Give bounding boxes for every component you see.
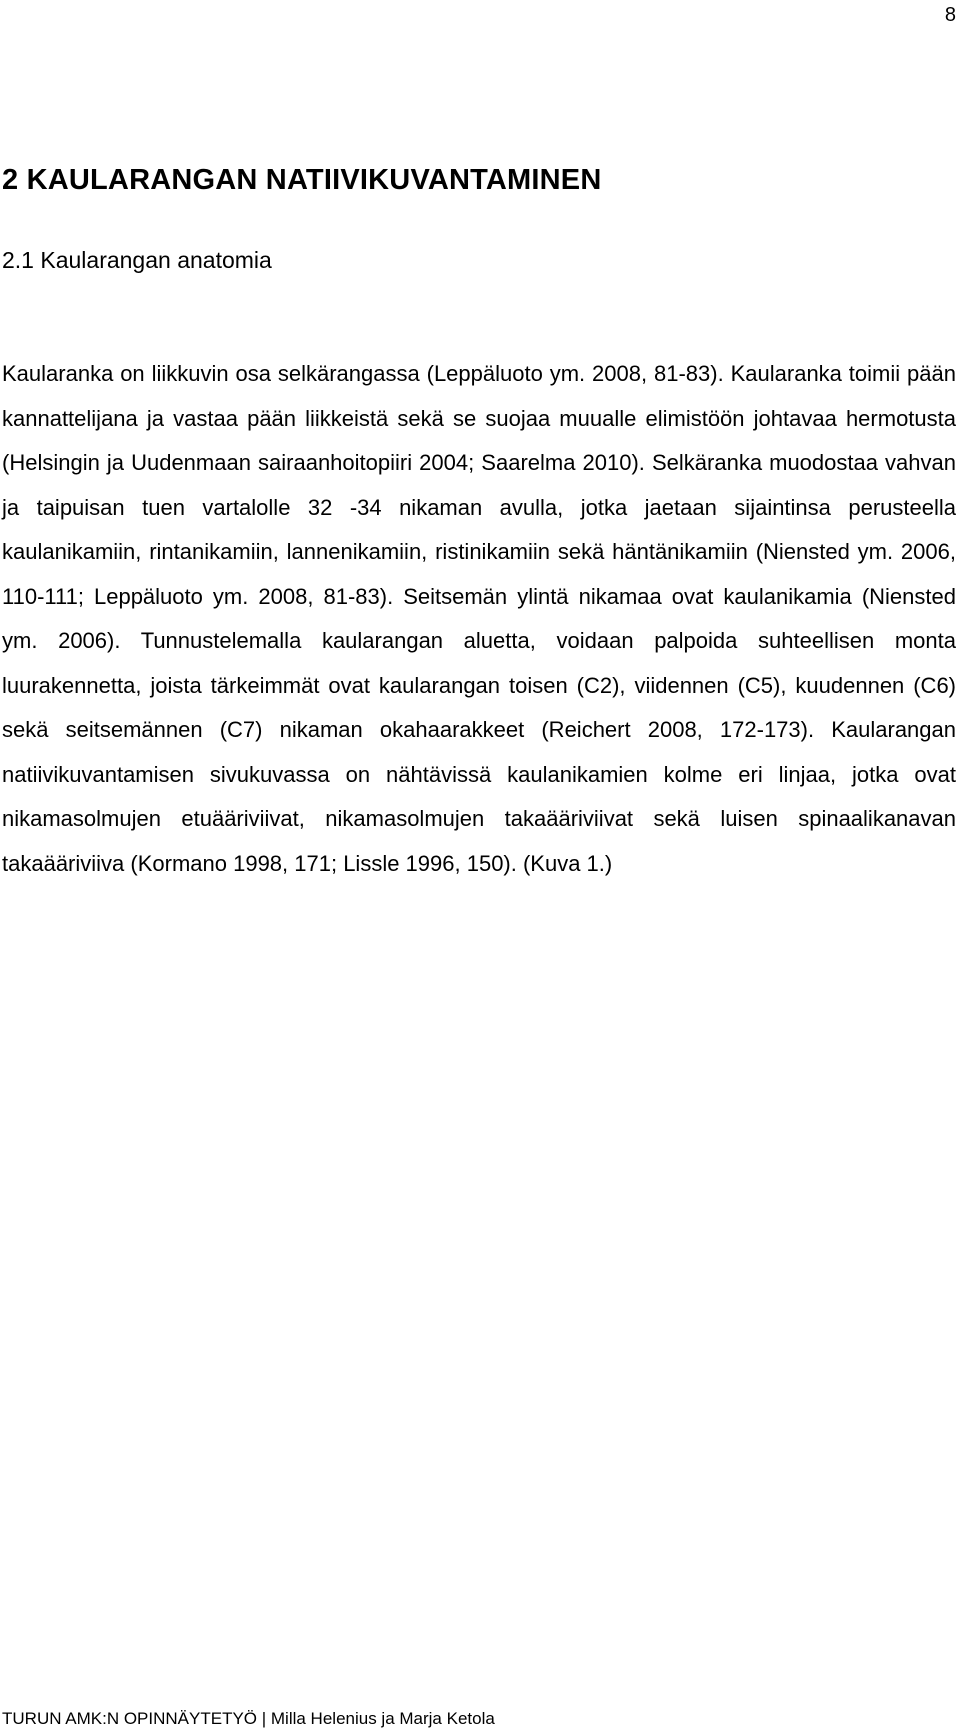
section-heading: 2.1 Kaularangan anatomia — [2, 247, 272, 273]
page-footer: TURUN AMK:N OPINNÄYTETYÖ | Milla Helenius ja Marja Ketola — [2, 1709, 495, 1728]
page-number: 8 — [944, 4, 956, 26]
body-paragraph: Kaularanka on liikkuvin osa selkärangassa (Leppäluoto ym. 2008, 81-83). Kaularanka toimii pään kannattelijana ja vastaa pään liikkeistä sekä se suojaa muualle elimistöön johtavaa hermotusta (Helsingin ja Uudenmaan sairaanhoitopiiri 2004; Saarelma 2010). Selkäranka muodostaa vahvan ja taipuisan tuen vartalolle 32 -34 nikaman avulla, jotka jaetaan sijaintinsa perusteella kaulanikamiin, rintanikamiin, lannenikamiin, ristinikamiin sekä häntänikamiin (Niensted ym. 2006, 110-111; Leppäluoto ym. 2008, 81-83). Seitsemän ylintä nikamaa ovat kaulanikamia (Niensted ym. 2006). Tunnustelemalla kaularangan aluetta, voidaan palpoida suhteellisen monta luurakennetta, joista tärkeimmät ovat kaularangan toisen (C2), viidennen (C5), kuudennen (C6) sekä seitsemännen (C7) nikaman okahaarakkeet (Reichert 2008, 172-173). Kaularangan natiivikuvantamisen sivukuvassa on nähtävissä kaulanikamien kolme eri linjaa, jotka ovat nikamasolmujen etuääriviivat, nikamasolmujen takaääriviivat sekä luisen spinaalikanavan takaääriviiva (Kormano 1998, 171; Lissle 1996, 150). (Kuva 1.) — [2, 361, 956, 876]
chapter-heading: 2 KAULARANGAN NATIIVIKUVANTAMINEN — [2, 164, 602, 196]
